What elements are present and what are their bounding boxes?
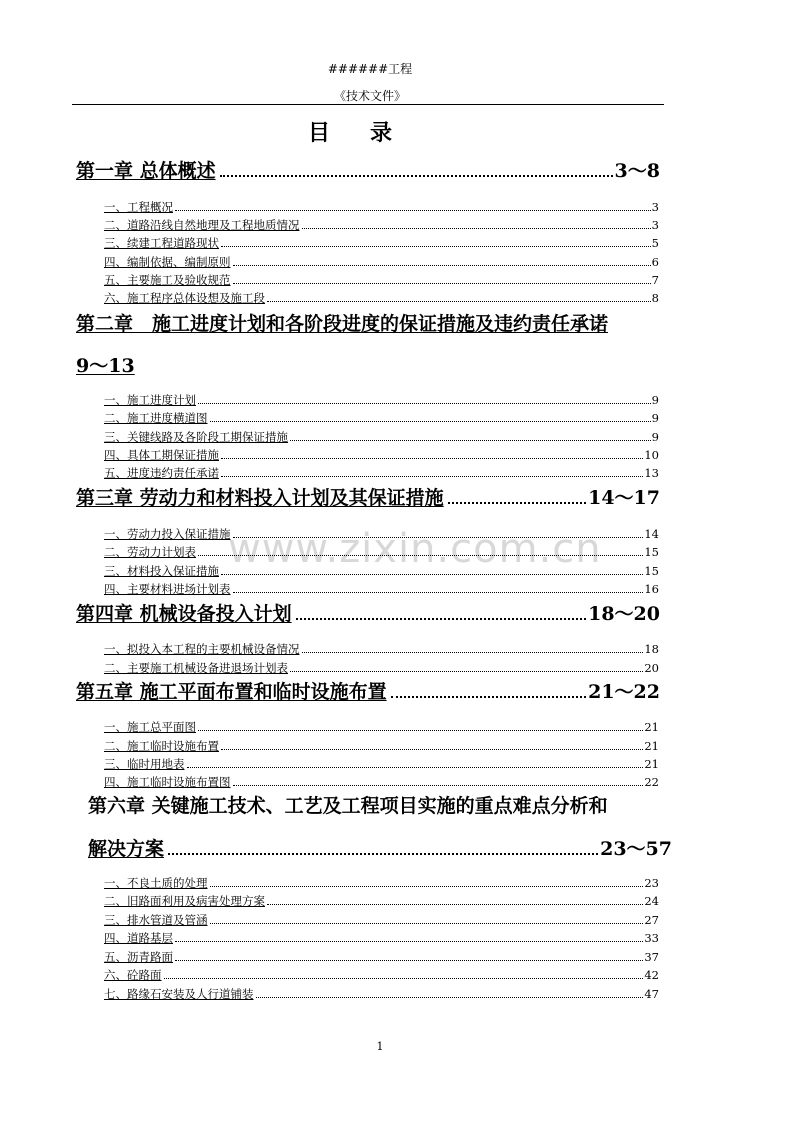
toc-section[interactable]	[104, 661, 659, 675]
section-page: 9	[651, 430, 659, 444]
toc-chapter-6-title-line1[interactable]: 第六章 关键施工技术、工艺及工程项目实施的重点难点分析和	[88, 795, 608, 817]
chapter-title: 第五章 施工平面布置和临时设施布置	[76, 681, 387, 703]
section-title: 五、沥青路面	[104, 950, 173, 964]
header-rule	[72, 104, 664, 105]
section-page: 23	[644, 876, 659, 890]
toc-chapter-4[interactable]	[76, 603, 660, 625]
toc-section[interactable]	[104, 200, 659, 214]
dot-leader	[164, 978, 644, 979]
section-title: 三、排水管道及管涵	[104, 913, 208, 927]
dot-leader	[290, 440, 651, 441]
dot-leader	[267, 301, 651, 302]
dot-leader	[187, 767, 644, 768]
dot-leader	[302, 228, 651, 229]
section-title: 三、材料投入保证措施	[104, 564, 219, 578]
section-page: 20	[644, 661, 659, 675]
section-page: 6	[651, 255, 659, 269]
toc-chapter-2-page[interactable]: 9～13	[76, 355, 135, 377]
toc-section[interactable]	[104, 582, 659, 596]
toc-chapter-2-title[interactable]: 第二章 施工进度计划和各阶段进度的保证措施及违约责任承诺	[76, 313, 609, 335]
dot-leader	[198, 555, 643, 556]
section-title: 四、编制依据、编制原则	[104, 255, 231, 269]
dot-leader	[221, 749, 643, 750]
dot-leader	[220, 175, 613, 177]
dot-leader	[233, 265, 651, 266]
dot-leader	[233, 592, 644, 593]
toc-section[interactable]	[104, 466, 659, 480]
section-page: 22	[644, 775, 659, 789]
dot-leader	[221, 574, 643, 575]
chapter-title: 解决方案	[88, 838, 165, 860]
section-title: 四、具体工期保证措施	[104, 448, 219, 462]
section-page: 8	[651, 291, 659, 305]
dot-leader	[267, 904, 643, 905]
section-page: 13	[644, 466, 659, 480]
toc-chapter-6-title-line2[interactable]	[88, 838, 672, 860]
chapter-page: 3～8	[614, 160, 660, 182]
toc-chapter-5[interactable]	[76, 681, 660, 703]
section-title: 一、拟投入本工程的主要机械设备情况	[104, 642, 300, 656]
chapter-page: 21～22	[588, 681, 660, 703]
section-title: 三、临时用地表	[104, 757, 185, 771]
toc-section[interactable]	[104, 236, 659, 250]
section-page: 21	[644, 720, 659, 734]
toc-section[interactable]	[104, 757, 659, 771]
section-page: 14	[644, 527, 659, 541]
toc-section[interactable]	[104, 411, 659, 425]
header-title: ######工程	[327, 62, 413, 76]
section-title: 五、主要施工及验收规范	[104, 273, 231, 287]
chapter-page: 18～20	[588, 603, 660, 625]
dot-leader	[448, 502, 586, 504]
toc-chapter-1[interactable]	[76, 160, 660, 182]
section-title: 一、劳动力投入保证措施	[104, 527, 231, 541]
section-title: 一、施工进度计划	[104, 393, 196, 407]
section-page: 15	[644, 545, 659, 559]
section-title: 七、路缘石安装及人行道铺装	[104, 987, 254, 1001]
section-page: 37	[644, 950, 659, 964]
section-title: 一、施工总平面图	[104, 720, 196, 734]
dot-leader	[302, 652, 644, 653]
dot-leader	[168, 853, 598, 855]
toc-section[interactable]	[104, 913, 659, 927]
dot-leader	[175, 941, 643, 942]
chapter-title: 第四章 机械设备投入计划	[76, 603, 292, 625]
dot-leader	[233, 283, 651, 284]
section-page: 21	[644, 739, 659, 753]
section-page: 3	[651, 218, 659, 232]
toc-section[interactable]	[104, 775, 659, 789]
section-page: 24	[644, 894, 659, 908]
section-page: 47	[644, 987, 659, 1001]
section-title: 四、施工临时设施布置图	[104, 775, 231, 789]
section-title: 五、进度违约责任承诺	[104, 466, 219, 480]
section-title: 一、工程概况	[104, 200, 173, 214]
toc-section[interactable]	[104, 255, 659, 269]
dot-leader	[233, 785, 644, 786]
dot-leader	[256, 997, 644, 998]
dot-leader	[290, 671, 643, 672]
section-title: 一、不良土质的处理	[104, 876, 208, 890]
section-title: 二、施工临时设施布置	[104, 739, 219, 753]
section-title: 二、旧路面利用及病害处理方案	[104, 894, 265, 908]
toc-section[interactable]	[104, 545, 659, 559]
toc-section[interactable]	[104, 720, 659, 734]
dot-leader	[296, 618, 586, 620]
watermark: www.zixin.com.cn	[228, 526, 602, 572]
dot-leader	[210, 923, 644, 924]
section-page: 7	[651, 273, 659, 287]
chapter-title: 第一章 总体概述	[76, 160, 216, 182]
section-title: 六、砼路面	[104, 968, 162, 982]
dot-leader	[221, 458, 643, 459]
toc-section[interactable]	[104, 894, 659, 908]
toc-section[interactable]	[104, 218, 659, 232]
dot-leader	[175, 210, 651, 211]
dot-leader	[221, 246, 651, 247]
dot-leader	[210, 421, 651, 422]
toc-section[interactable]	[104, 876, 659, 890]
section-page: 16	[644, 582, 659, 596]
toc-section[interactable]	[104, 393, 659, 407]
toc-section[interactable]	[104, 642, 659, 656]
dot-leader	[175, 960, 643, 961]
section-page: 18	[644, 642, 659, 656]
chapter-page: 23～57	[600, 838, 672, 860]
dot-leader	[233, 537, 644, 538]
section-page: 10	[644, 448, 659, 462]
chapter-page: 14～17	[588, 487, 660, 509]
toc-section[interactable]	[104, 273, 659, 287]
toc-section[interactable]	[104, 931, 659, 945]
section-title: 四、道路基层	[104, 931, 173, 945]
section-page: 15	[644, 564, 659, 578]
toc-section[interactable]	[104, 968, 659, 982]
section-title: 六、施工程序总体设想及施工段	[104, 291, 265, 305]
section-title: 二、道路沿线自然地理及工程地质情况	[104, 218, 300, 232]
dot-leader	[198, 730, 643, 731]
section-title: 二、劳动力计划表	[104, 545, 196, 559]
dot-leader	[210, 886, 644, 887]
dot-leader	[391, 696, 586, 698]
toc-title: 目录	[307, 121, 432, 146]
toc-section[interactable]	[104, 430, 659, 444]
section-page: 42	[644, 968, 659, 982]
dot-leader	[198, 403, 651, 404]
section-page: 9	[651, 393, 659, 407]
section-title: 二、主要施工机械设备进退场计划表	[104, 661, 288, 675]
section-page: 21	[644, 757, 659, 771]
header-subtitle: 《技术文件》	[333, 89, 406, 103]
section-title: 四、主要材料进场计划表	[104, 582, 231, 596]
section-page: 5	[651, 236, 659, 250]
toc-section[interactable]	[104, 739, 659, 753]
dot-leader	[221, 476, 643, 477]
toc-section[interactable]	[104, 950, 659, 964]
section-page: 27	[644, 913, 659, 927]
toc-section[interactable]	[104, 448, 659, 462]
toc-section[interactable]	[104, 564, 659, 578]
section-page: 33	[644, 931, 659, 945]
toc-section[interactable]	[104, 527, 659, 541]
toc-section[interactable]	[104, 291, 659, 305]
toc-section[interactable]	[104, 987, 659, 1001]
section-page: 3	[651, 200, 659, 214]
section-page: 9	[651, 411, 659, 425]
section-title: 二、施工进度横道图	[104, 411, 208, 425]
chapter-title: 第三章 劳动力和材料投入计划及其保证措施	[76, 487, 444, 509]
section-title: 三、续建工程道路现状	[104, 236, 219, 250]
page-number: 1	[376, 1040, 384, 1053]
toc-chapter-3[interactable]	[76, 487, 660, 509]
section-title: 三、关键线路及各阶段工期保证措施	[104, 430, 288, 444]
